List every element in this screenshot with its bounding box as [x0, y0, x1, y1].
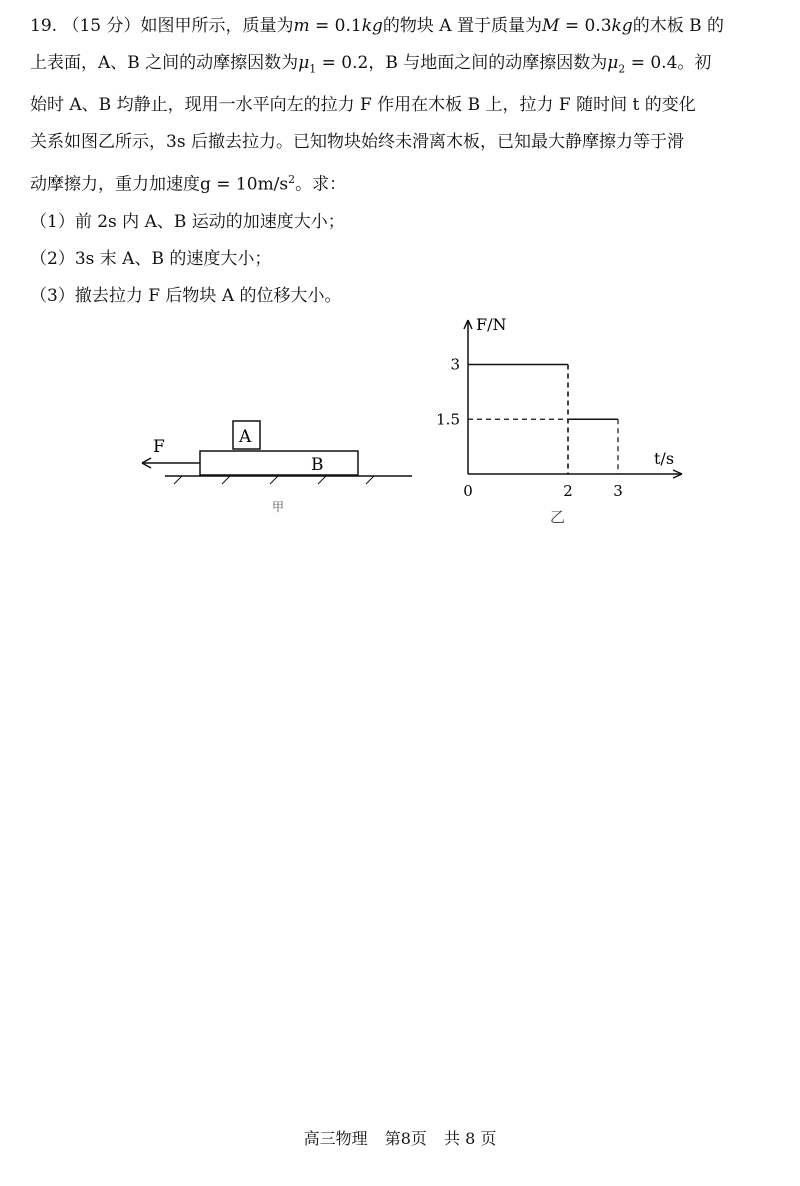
y-axis-label: F/N — [476, 315, 507, 334]
x-tick-label: 2 — [563, 482, 573, 500]
board-b — [200, 451, 358, 475]
footer-subject: 高三物理 — [303, 1129, 368, 1148]
math-value: = 0.3 — [559, 16, 612, 36]
problem-score: （15 分） — [62, 16, 141, 36]
question-2: （2）3s 末 A、B 的速度大小； — [30, 249, 272, 270]
block-a-label: A — [239, 427, 252, 447]
text-span: 。求： — [295, 175, 347, 196]
math-sub: 2 — [618, 62, 626, 76]
footer-total: 共 8 页 — [444, 1129, 497, 1148]
math-value: = 0.2，B 与地面之间的动摩擦因数为 — [316, 53, 608, 73]
math-mu: μ — [298, 53, 310, 73]
problem-text — [30, 8, 780, 315]
math-value: = 0.4。初 — [625, 53, 712, 73]
problem-line-5 — [30, 161, 780, 204]
problem-line-1 — [30, 8, 780, 45]
x-tick-label: 3 — [613, 482, 623, 500]
math-var-M: M — [542, 16, 560, 36]
math-mu: μ — [607, 53, 619, 73]
figure-yi-caption: 乙 — [550, 508, 566, 526]
text-span: 的木板 B 的 — [632, 16, 725, 36]
text-span: 的物块 A 置于质量为 — [382, 16, 542, 36]
figure-jia — [120, 400, 440, 530]
y-tick-label: 3 — [450, 355, 460, 374]
page-footer — [0, 1126, 800, 1149]
x-tick-label: 0 — [463, 482, 473, 500]
problem-line-3: 始时 A、B 均静止，现用一水平向左的拉力 F 作用在木板 B 上，拉力 F 随时间 t 的变化 — [30, 95, 696, 116]
ground-hatch — [174, 476, 374, 484]
text-span: 上表面，A、B 之间的动摩擦因数为 — [30, 53, 299, 73]
x-axis-label: t/s — [654, 449, 675, 468]
force-label: F — [153, 437, 165, 457]
problem-line-4: 关系如图乙所示，3s 后撤去拉力。已知物块始终未滑离木板，已知最大静摩擦力等于滑 — [30, 132, 684, 153]
question-3: （3）撤去拉力 F 后物块 A 的位移大小。 — [30, 286, 342, 307]
board-b-label: B — [311, 455, 324, 475]
figure-yi-chart — [430, 308, 700, 530]
math-sup: 2 — [288, 173, 296, 187]
math-sub: 1 — [309, 62, 317, 76]
text-span: 动摩擦力，重力加速度 — [30, 175, 200, 196]
math-unit: kg — [361, 16, 383, 36]
figure-jia-caption: 甲 — [272, 500, 285, 514]
problem-line-2 — [30, 45, 780, 87]
math-var-m: m — [293, 16, 310, 36]
problem-number: 19. — [30, 16, 58, 36]
chart-marks — [436, 356, 623, 501]
text-span: 如图甲所示，质量为 — [140, 16, 294, 36]
math-value: = 0.1 — [309, 16, 362, 36]
footer-page: 第8页 — [384, 1129, 427, 1148]
question-1: （1）前 2s 内 A、B 运动的加速度大小； — [30, 212, 345, 233]
y-tick-label: 1.5 — [436, 410, 460, 429]
math-unit: kg — [611, 16, 633, 36]
math-g: g = 10m/s — [200, 175, 289, 196]
